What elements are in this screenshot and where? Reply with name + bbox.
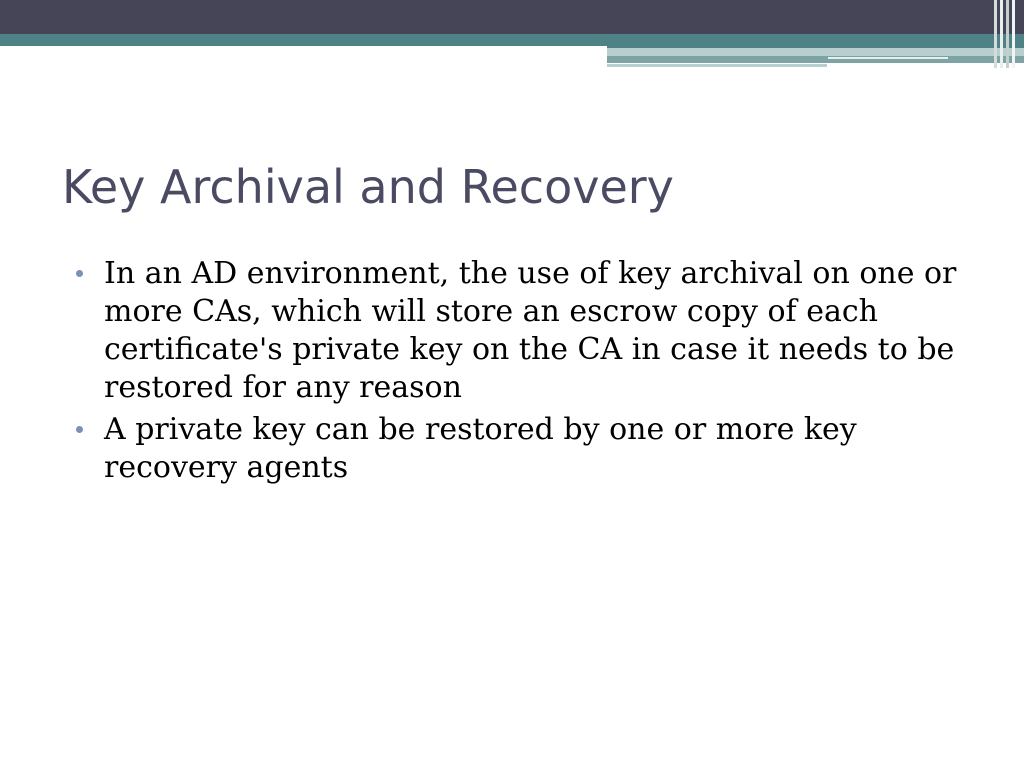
header-accent-highlight — [828, 57, 948, 59]
header-accent-thin — [607, 64, 827, 67]
bullet-dot-icon — [76, 270, 83, 277]
header-stripes — [994, 0, 1024, 68]
header-accent-light — [607, 48, 1024, 56]
header-band-dark — [0, 0, 1024, 34]
bullet-item — [76, 411, 976, 487]
slide-title: Key Archival and Recovery — [62, 160, 674, 214]
header-divider-line — [0, 46, 607, 48]
bullet-text: In an AD environment, the use of key archival on one or more CAs, which will store an escrow copy of each certificate's private key on the CA in case it needs to be restored for any reason — [104, 256, 957, 405]
bullet-text: A private key can be restored by one or more key recovery agents — [104, 412, 857, 485]
bullet-dot-icon — [76, 426, 83, 433]
bullet-item — [76, 255, 976, 407]
bullet-list — [76, 255, 976, 491]
header-accent-mid — [607, 56, 1024, 63]
